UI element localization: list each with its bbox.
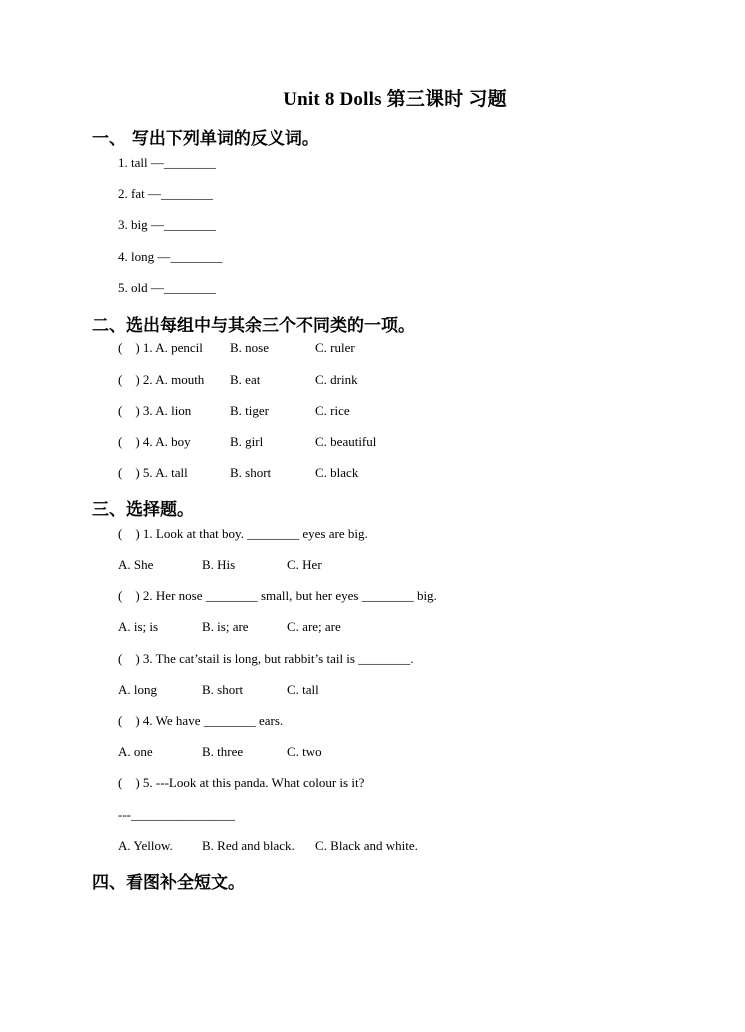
section3-heading: 三、选择题。 bbox=[92, 500, 194, 520]
odd-one-q1-b: B. nose bbox=[230, 340, 269, 355]
odd-one-q1-c: C. ruler bbox=[315, 340, 355, 355]
antonym-item-1: 1. tall —________ bbox=[118, 155, 216, 170]
odd-one-q4-c: C. beautiful bbox=[315, 434, 377, 449]
choice-q2: ( ) 2. Her nose ________ small, but her eyes ________ big. bbox=[118, 588, 437, 603]
choice-q5: ( ) 5. ---Look at this panda. What colour is it? bbox=[118, 775, 365, 790]
odd-one-q3-c: C. rice bbox=[315, 403, 350, 418]
section4-heading: 四、看图补全短文。 bbox=[92, 873, 245, 893]
choice-q1-b: B. His bbox=[202, 557, 236, 572]
choice-q2-b: B. is; are bbox=[202, 619, 249, 634]
choice-q4-c: C. two bbox=[287, 744, 322, 759]
choice-q2-c: C. are; are bbox=[287, 619, 341, 634]
odd-one-q3-b: B. tiger bbox=[230, 403, 269, 418]
choice-q2-a: A. is; is bbox=[118, 619, 159, 634]
odd-one-q4-b: B. girl bbox=[230, 434, 264, 449]
antonym-item-2: 2. fat —________ bbox=[118, 186, 213, 201]
antonym-item-5: 5. old —________ bbox=[118, 280, 216, 295]
choice-q1-c: C. Her bbox=[287, 557, 322, 572]
choice-q1: ( ) 1. Look at that boy. ________ eyes are big. bbox=[118, 526, 368, 541]
section2-heading: 二、选出每组中与其余三个不同类的一项。 bbox=[92, 316, 415, 336]
odd-one-q5-b: B. short bbox=[230, 465, 272, 480]
choice-q4-a: A. one bbox=[118, 744, 153, 759]
choice-q5-answer-line: ---________________ bbox=[118, 807, 235, 822]
choice-q4: ( ) 4. We have ________ ears. bbox=[118, 713, 284, 728]
choice-q5-b: B. Red and black. bbox=[202, 838, 295, 853]
odd-one-q4: ( ) 4. A. boy bbox=[118, 434, 191, 449]
antonym-item-4: 4. long —________ bbox=[118, 249, 223, 264]
choice-q5-a: A. Yellow. bbox=[118, 838, 173, 853]
page-title: Unit 8 Dolls 第三课时 习题 bbox=[283, 89, 507, 110]
choice-q3-c: C. tall bbox=[287, 682, 319, 697]
choice-q3-b: B. short bbox=[202, 682, 244, 697]
choice-q4-b: B. three bbox=[202, 744, 244, 759]
choice-q5-c: C. Black and white. bbox=[315, 838, 418, 853]
odd-one-q2: ( ) 2. A. mouth bbox=[118, 372, 205, 387]
odd-one-q1: ( ) 1. A. pencil bbox=[118, 340, 203, 355]
odd-one-q3: ( ) 3. A. lion bbox=[118, 403, 192, 418]
odd-one-q2-c: C. drink bbox=[315, 372, 358, 387]
choice-q3: ( ) 3. The cat’stail is long, but rabbit’s tail is ________. bbox=[118, 651, 414, 666]
odd-one-q5-c: C. black bbox=[315, 465, 359, 480]
odd-one-q2-b: B. eat bbox=[230, 372, 261, 387]
odd-one-q5: ( ) 5. A. tall bbox=[118, 465, 188, 480]
choice-q1-a: A. She bbox=[118, 557, 154, 572]
antonym-item-3: 3. big —________ bbox=[118, 217, 216, 232]
section1-heading: 一、 写出下列单词的反义词。 bbox=[92, 129, 319, 149]
choice-q3-a: A. long bbox=[118, 682, 157, 697]
